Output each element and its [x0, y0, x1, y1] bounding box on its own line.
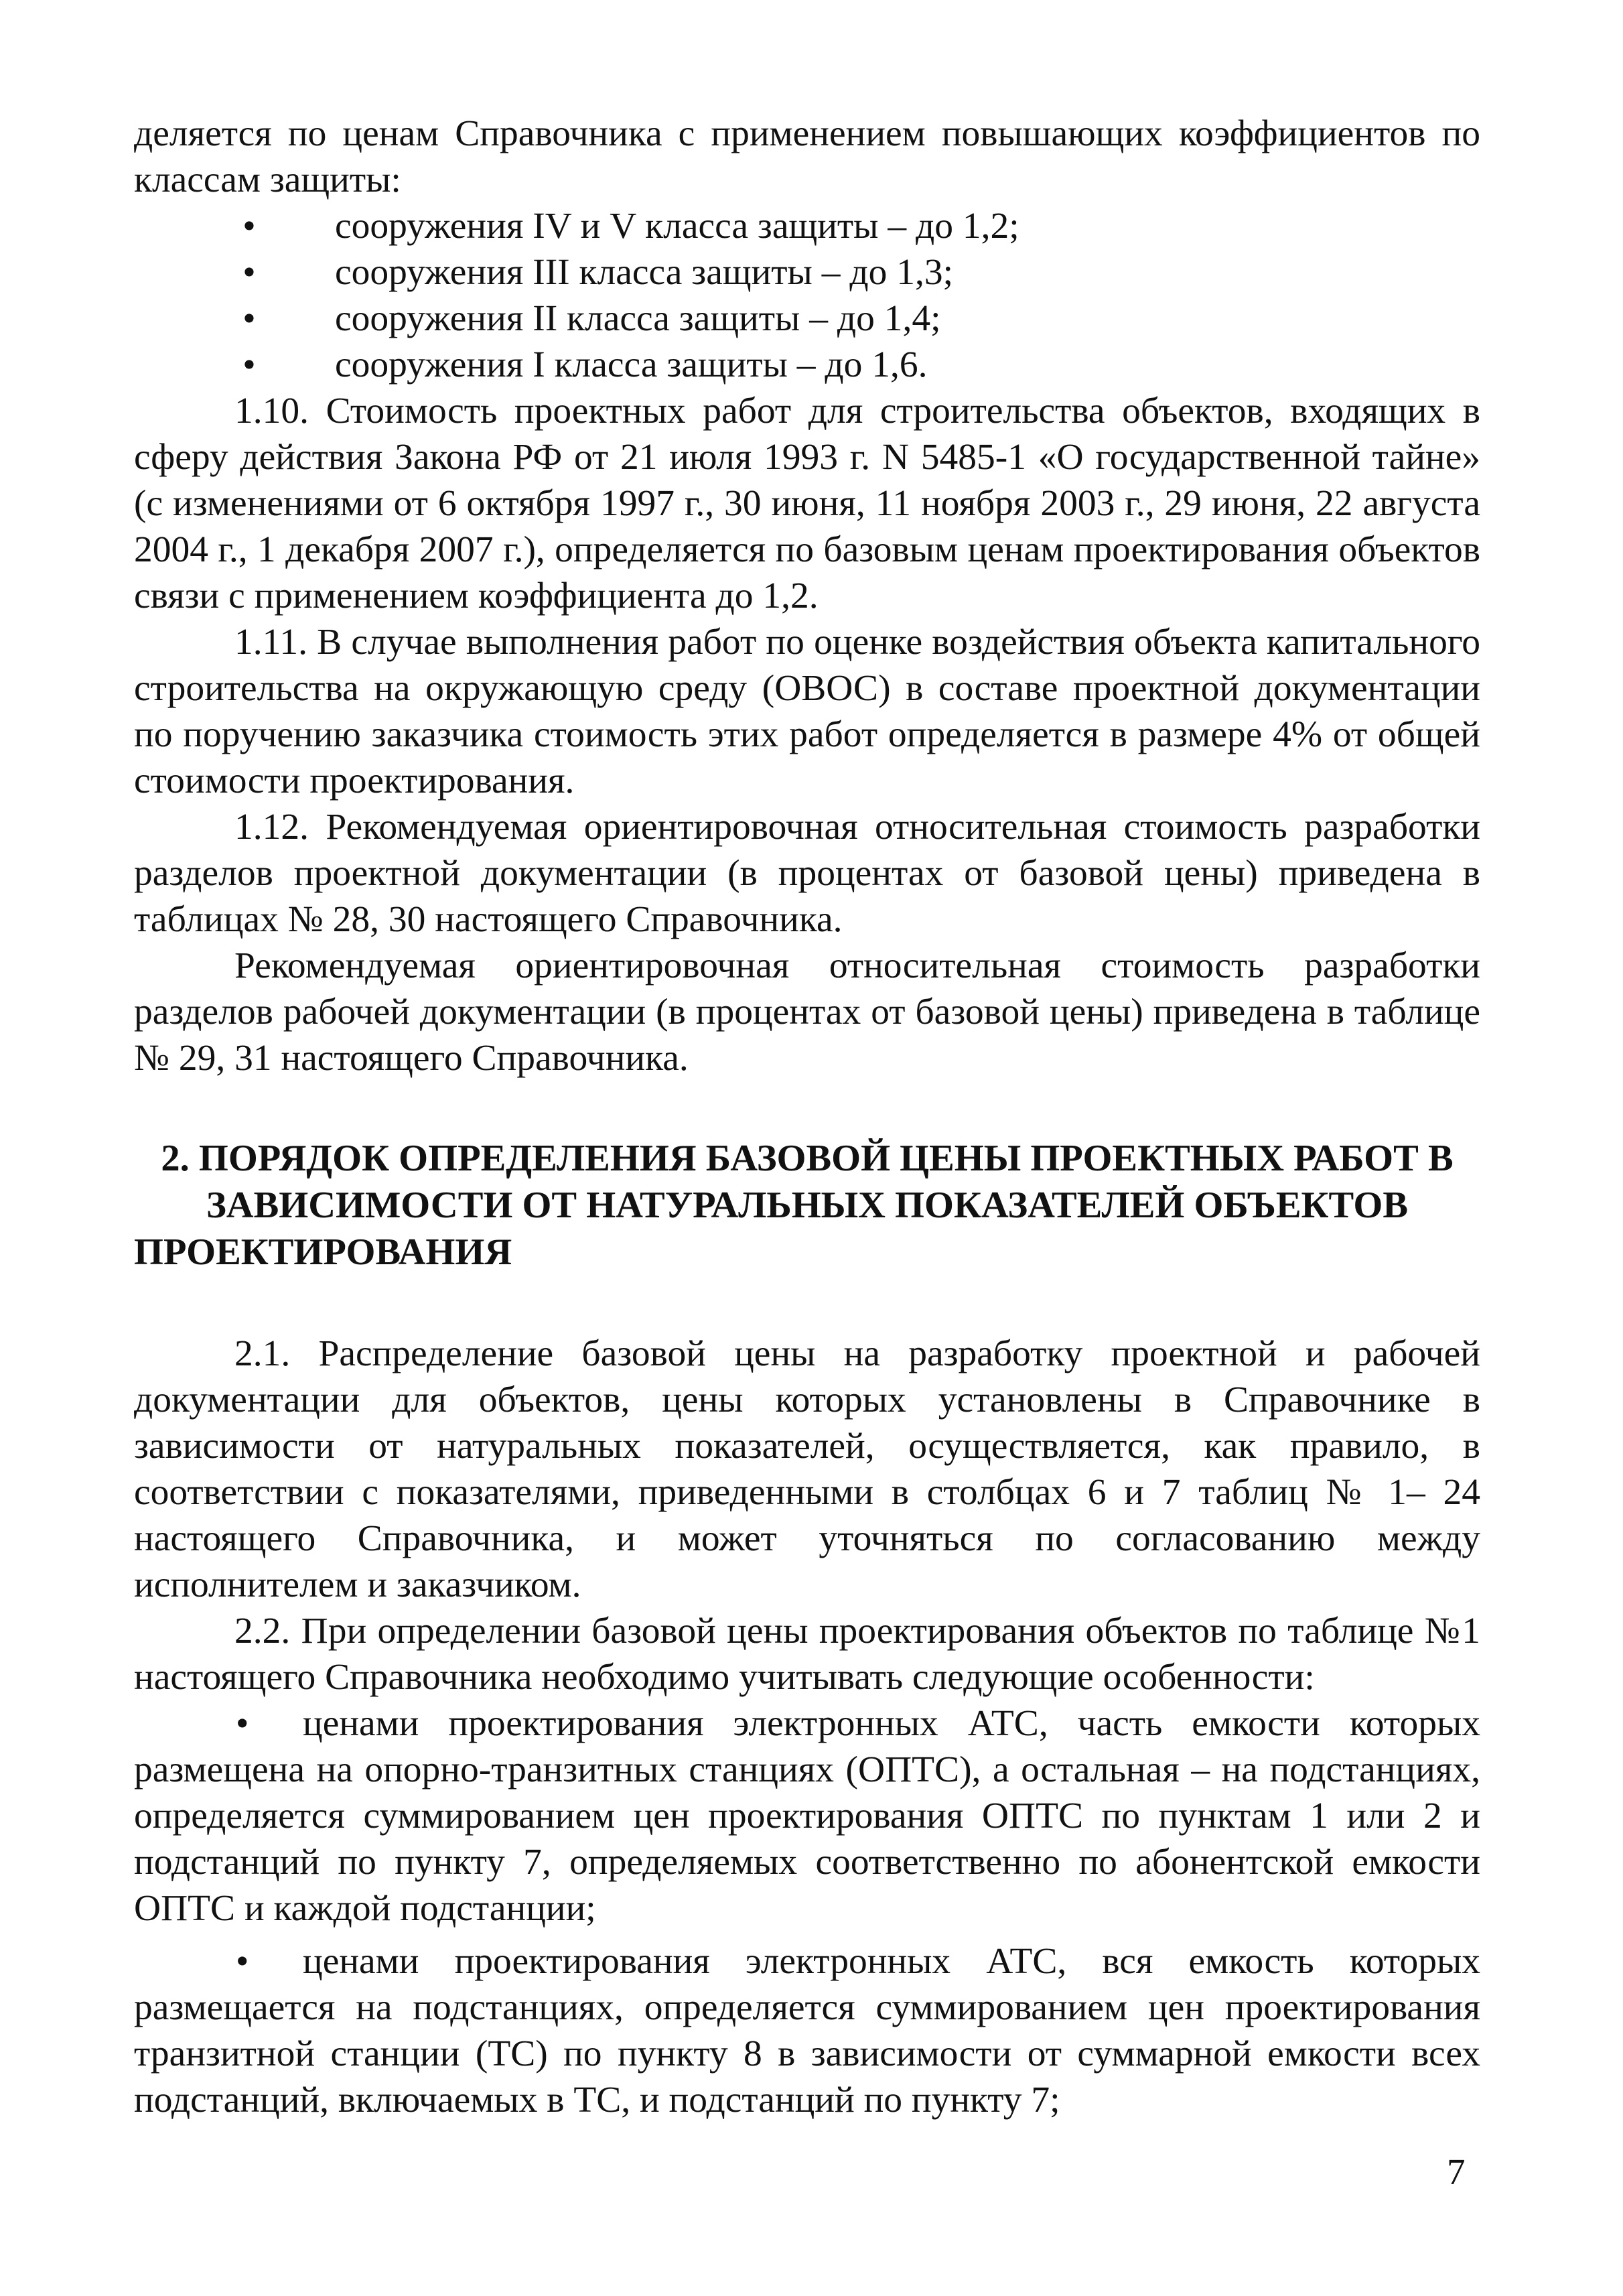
list-item — [134, 249, 1480, 295]
bullet-icon: • — [242, 344, 256, 385]
paragraph-2-1: 2.1. Распределение базовой цены на разработку проектной и рабочей документации для объектов, цены которых установлены в Справочнике в зависимости от натуральных показателей, осуществляется, как правило, в соответствии с показателями, приведенными в столбцах 6 и 7 таблиц № 1– 24 настоящего Справочника, и может уточняться по согласованию между исполнителем и заказчиком. — [134, 1333, 1480, 1605]
paragraph-1-12-continued: Рекомендуемая ориентировочная относительная стоимость разработки разделов рабочей документации (в процентах от базовой цены) приведена в таблице № 29, 31 настоящего Справочника. — [134, 945, 1480, 1079]
list-item-text: сооружения II класса защиты – до 1,4; — [335, 298, 941, 339]
page-number: 7 — [1447, 2151, 1466, 2192]
list-item-text: ценами проектирования электронных АТС, вся емкость которых размещается на подстанциях, определяется суммированием цен проектирования транзитной станции (ТС) по пункту 8 в зависимости от суммарной емкости всех подстанций, включаемых в ТС, и подстанций по пункту 7; — [134, 1941, 1480, 2120]
spacer — [134, 1276, 1480, 1331]
list-item-text: сооружения III класса защиты – до 1,3; — [335, 252, 953, 293]
list-item — [134, 295, 1480, 342]
bullet-icon: • — [242, 298, 256, 339]
list-item-text: ценами проектирования электронных АТС, часть емкости которых размещена на опорно-транзитных станциях (ОПТС), а остальная – на подстанциях, определяется суммированием цен проектирования ОПТС по пунктам 1 или 2 и подстанций по пункту 7, определяемых соответственно по абонентской емкости ОПТС и каждой подстанции; — [134, 1703, 1480, 1929]
intro-paragraph: деляется по ценам Справочника с применением повышающих коэффициентов по классам защиты: — [134, 113, 1480, 200]
list-item-text: сооружения IV и V класса защиты – до 1,2; — [335, 206, 1019, 247]
document-page — [134, 111, 1480, 2123]
paragraph-1-12: 1.12. Рекомендуемая ориентировочная относительная стоимость разработки разделов проектной документации (в процентах от базовой цены) приведена в таблицах № 28, 30 настоящего Справочника. — [134, 807, 1480, 940]
bullet-icon: • — [242, 206, 256, 247]
paragraph-1-11: 1.11. В случае выполнения работ по оценке воздействия объекта капитального строительства на окружающую среду (ОВОС) в составе проектной документации по поручению заказчика стоимость этих работ определяется в размере 4% от общей стоимости проектирования. — [134, 622, 1480, 801]
list-item — [134, 203, 1480, 249]
bullet-icon: • — [242, 252, 256, 293]
list-item — [134, 1938, 1480, 2123]
protection-class-list — [134, 203, 1480, 388]
section-2-heading: 2. ПОРЯДОК ОПРЕДЕЛЕНИЯ БАЗОВОЙ ЦЕНЫ ПРОЕКТНЫХ РАБОТ В ЗАВИСИМОСТИ ОТ НАТУРАЛЬНЫХ ПОКАЗАТЕЛЕЙ ОБЪЕКТОВ ПРОЕКТИРОВАНИЯ — [134, 1138, 1454, 1273]
list-item — [134, 1700, 1480, 1932]
spacer — [134, 1932, 1480, 1938]
bullet-icon: • — [236, 1941, 249, 1982]
paragraph-1-10: 1.10. Стоимость проектных работ для строительства объектов, входящих в сферу действия Закона РФ от 21 июля 1993 г. N 5485-1 «О государственной тайне» (с изменениями от 6 октября 1997 г., 30 июня, 11 ноября 2003 г., 29 июня, 22 августа 2004 г., 1 декабря 2007 г.), определяется по базовым ценам проектирования объектов связи с применением коэффициента до 1,2. — [134, 391, 1480, 616]
list-item-text: сооружения I класса защиты – до 1,6. — [335, 344, 928, 385]
paragraph-2-2: 2.2. При определении базовой цены проектирования объектов по таблице №1 настоящего Справочника необходимо учитывать следующие особенности: — [134, 1611, 1480, 1698]
bullet-icon: • — [236, 1703, 249, 1744]
list-item — [134, 342, 1480, 388]
